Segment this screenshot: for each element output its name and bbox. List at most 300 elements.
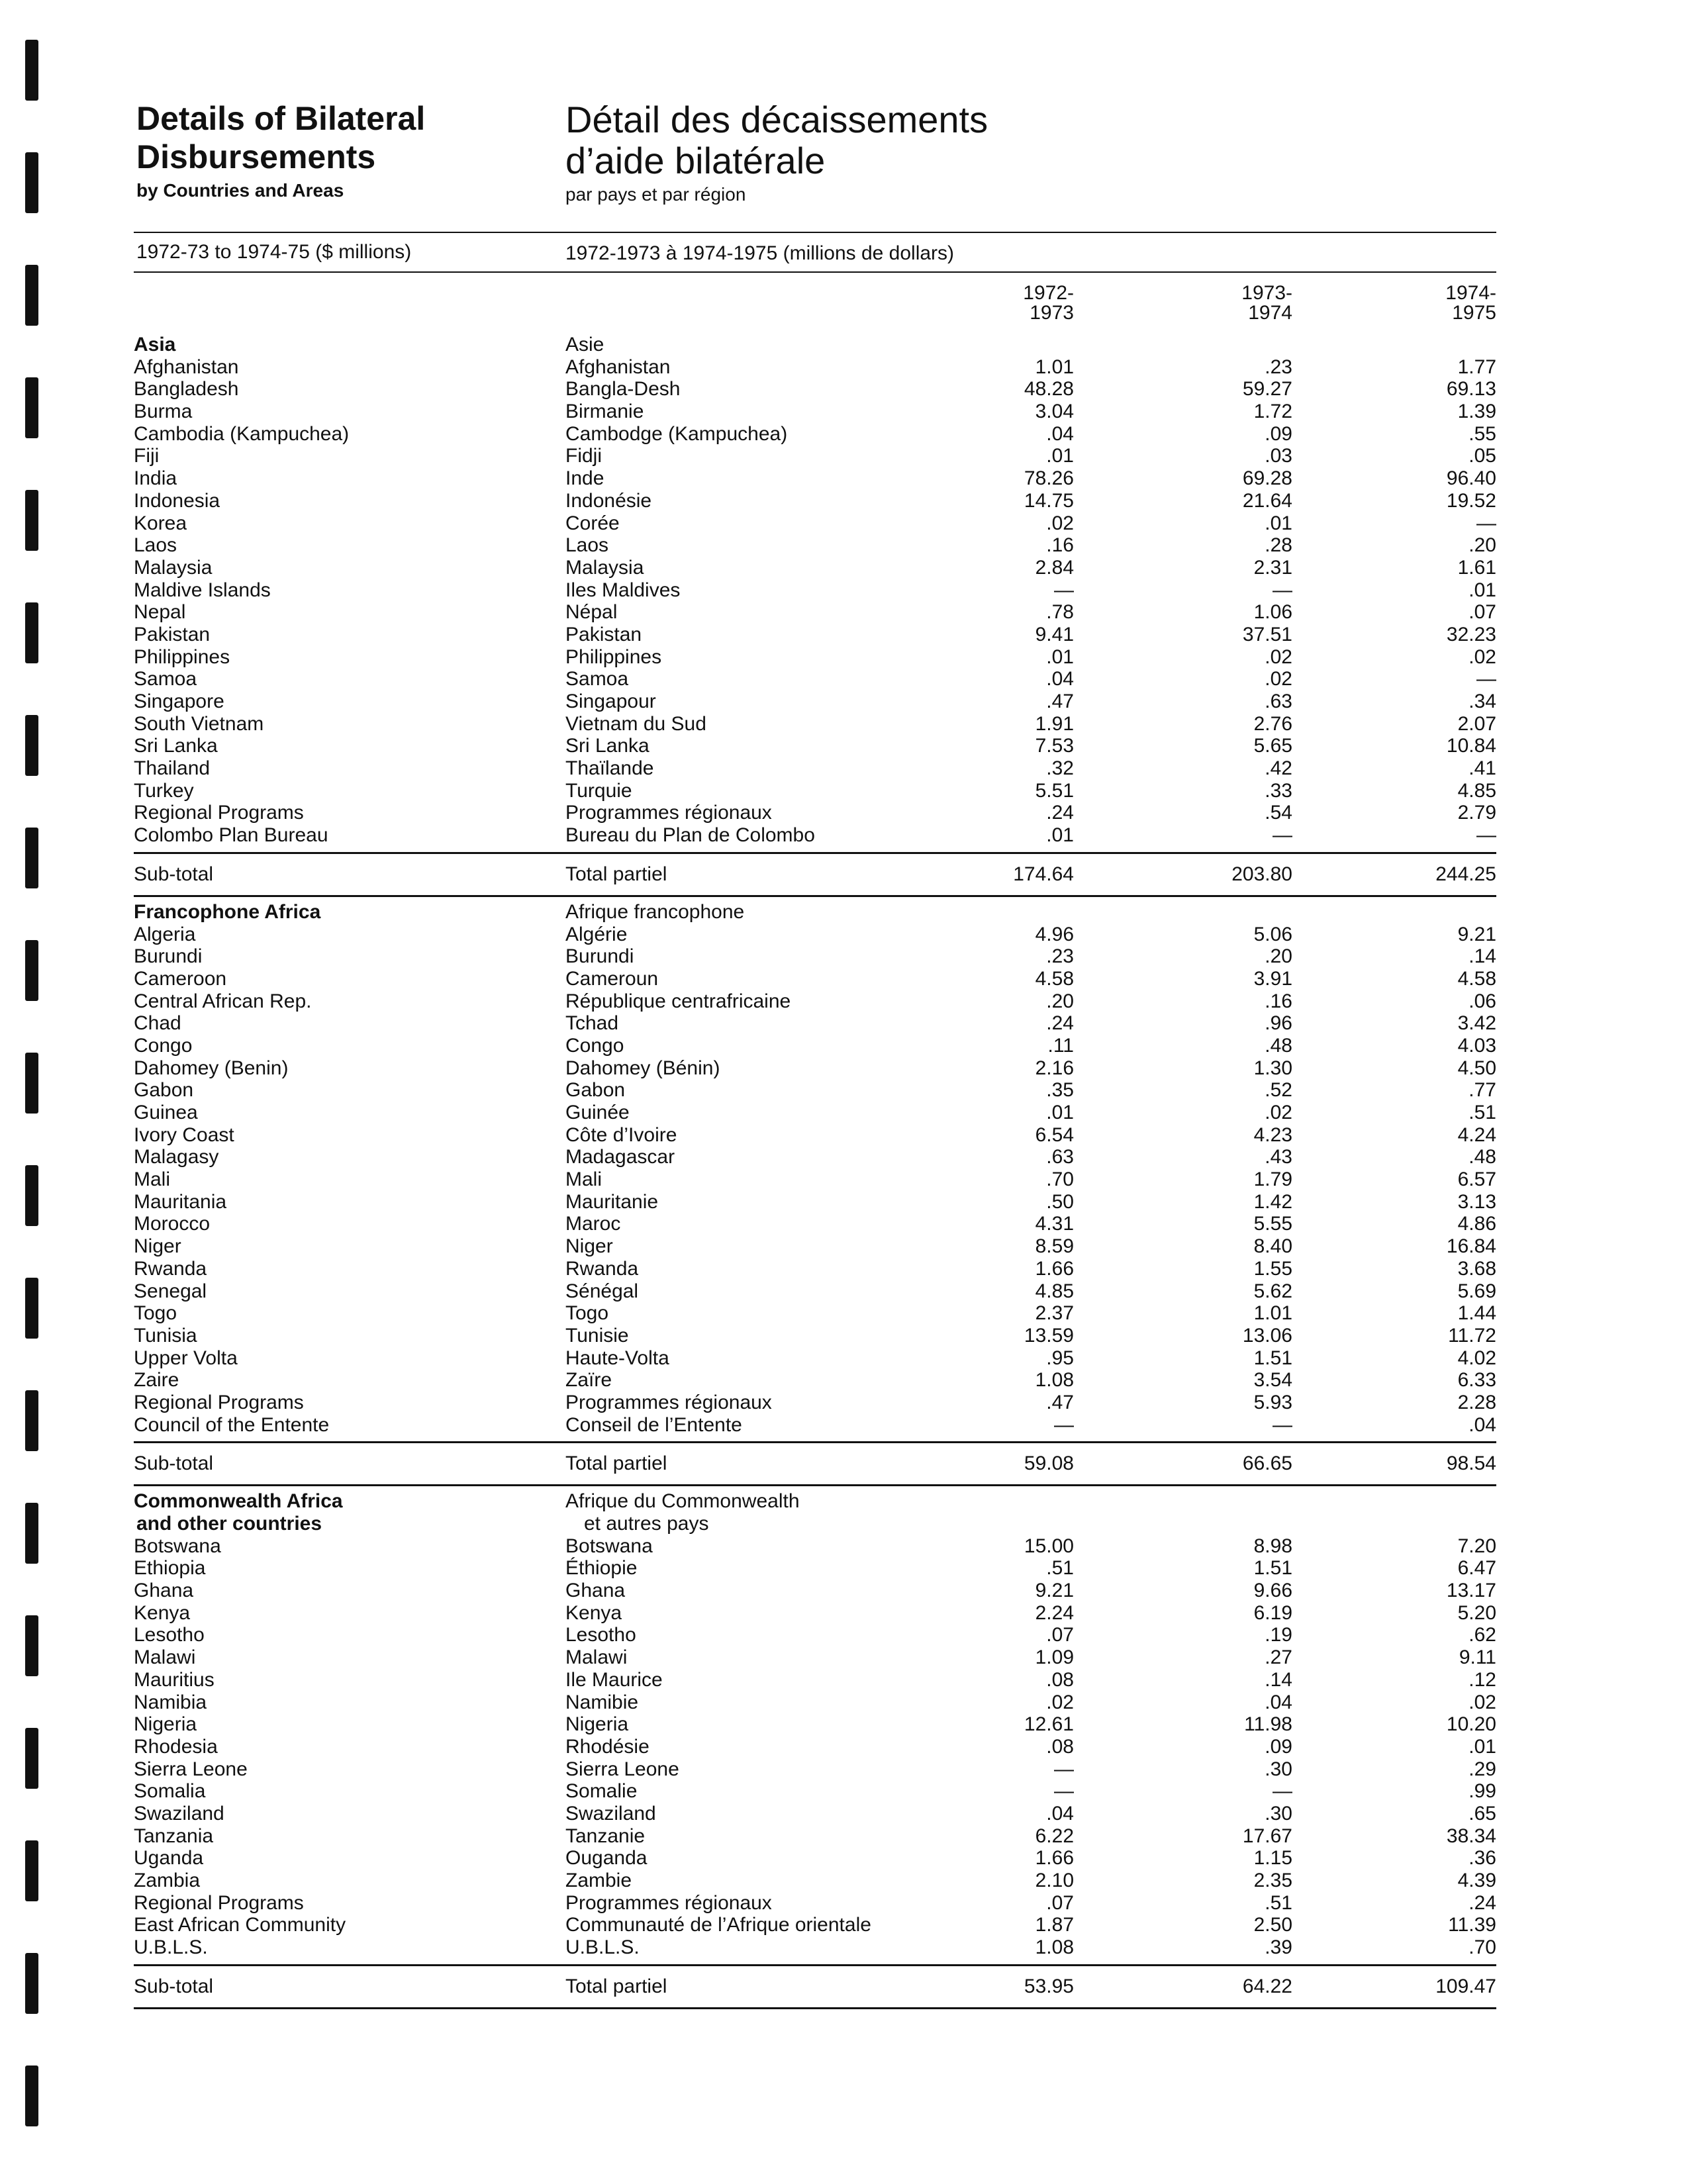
table-row xyxy=(134,646,1496,669)
country-name-en: Pakistan xyxy=(134,623,211,645)
subtotal-1972-1973: 174.64 xyxy=(1013,863,1074,885)
country-name-en: Mauritania xyxy=(134,1190,227,1213)
country-name-fr: Cameroun xyxy=(565,967,659,990)
value-1974-1975: 5.69 xyxy=(1457,1280,1496,1302)
country-name-fr: Côte d’Ivoire xyxy=(565,1123,677,1146)
country-name-fr: Madagascar xyxy=(565,1146,675,1168)
value-1972-1973: .35 xyxy=(1046,1079,1074,1102)
country-name-fr: Dahomey (Bénin) xyxy=(565,1057,720,1079)
table-row xyxy=(134,1914,1496,1936)
value-1973-1974: .02 xyxy=(1265,1102,1292,1123)
table-row xyxy=(134,1213,1496,1235)
country-name-fr: Corée xyxy=(565,512,620,534)
value-1974-1975: 10.84 xyxy=(1446,735,1496,757)
country-name-en: Ethiopia xyxy=(134,1557,206,1580)
value-1974-1975: 11.39 xyxy=(1448,1914,1496,1936)
country-name-fr: Malawi xyxy=(565,1646,628,1669)
table-row xyxy=(134,1847,1496,1870)
section-heading-fr: et autres pays xyxy=(584,1513,709,1535)
country-name-fr: Ile Maurice xyxy=(565,1668,663,1691)
country-name-en: Rwanda xyxy=(134,1257,207,1280)
value-1972-1973: .11 xyxy=(1047,1034,1074,1057)
value-1973-1974: .28 xyxy=(1265,534,1292,557)
value-1972-1973: .95 xyxy=(1046,1347,1074,1369)
table-row xyxy=(134,1669,1496,1691)
country-name-fr: Afghanistan xyxy=(565,356,671,378)
value-1974-1975: .12 xyxy=(1468,1668,1496,1691)
country-name-en: U.B.L.S. xyxy=(134,1936,208,1959)
value-1974-1975: — xyxy=(1476,824,1496,847)
country-name-fr: République centrafricaine xyxy=(565,990,791,1012)
value-1974-1975: .01 xyxy=(1468,579,1496,601)
country-name-fr: Rwanda xyxy=(565,1257,639,1280)
table-row xyxy=(134,1302,1496,1325)
country-name-en: Dahomey (Benin) xyxy=(134,1057,289,1079)
title-english xyxy=(136,99,425,205)
table-row xyxy=(134,378,1496,401)
title-en-line1: Details of Bilateral xyxy=(136,100,426,137)
value-1973-1974: .02 xyxy=(1265,645,1292,668)
value-1973-1974: .30 xyxy=(1265,1758,1292,1780)
country-name-fr: Algérie xyxy=(565,923,628,945)
value-1973-1974: 1.51 xyxy=(1253,1347,1292,1369)
title-block xyxy=(134,99,1496,232)
value-1973-1974: .48 xyxy=(1265,1034,1292,1057)
value-1972-1973: .01 xyxy=(1046,824,1074,847)
value-1972-1973: 1.87 xyxy=(1035,1914,1074,1936)
value-1973-1974: .09 xyxy=(1265,1735,1292,1758)
country-name-fr: Cambodge (Kampuchea) xyxy=(565,422,788,445)
table-row xyxy=(134,690,1496,713)
country-name-fr: Malaysia xyxy=(565,556,644,579)
country-name-en: Nepal xyxy=(134,601,186,624)
country-name-en: Turkey xyxy=(134,779,194,802)
punch-hole xyxy=(25,940,38,1001)
value-1972-1973: 7.53 xyxy=(1035,735,1074,757)
value-1973-1974: 2.35 xyxy=(1253,1870,1292,1891)
value-1974-1975: .41 xyxy=(1468,757,1496,780)
punch-hole xyxy=(25,715,38,776)
value-1973-1974: — xyxy=(1273,1780,1292,1803)
value-1973-1974: 1.72 xyxy=(1253,401,1292,423)
value-1972-1973: .02 xyxy=(1046,1691,1074,1713)
value-1972-1973: .04 xyxy=(1046,668,1074,690)
value-1974-1975: 69.13 xyxy=(1446,378,1496,401)
spacer xyxy=(134,1959,1496,1964)
subtotal-label-fr: Total partiel xyxy=(565,1452,667,1475)
country-name-fr: Haute-Volta xyxy=(565,1347,669,1369)
value-1972-1973: — xyxy=(1054,1413,1074,1436)
table-row xyxy=(134,1057,1496,1080)
value-1972-1973: 2.84 xyxy=(1035,556,1074,579)
disbursement-table xyxy=(134,334,1496,2013)
country-name-en: Malawi xyxy=(134,1646,196,1669)
value-1974-1975: 9.11 xyxy=(1459,1646,1496,1669)
country-name-fr: Inde xyxy=(565,467,604,490)
table-row xyxy=(134,1803,1496,1825)
value-1972-1973: 1.08 xyxy=(1035,1369,1074,1392)
value-1974-1975: 2.07 xyxy=(1457,712,1496,735)
table-row xyxy=(134,668,1496,690)
table-row xyxy=(134,624,1496,646)
value-1974-1975: 4.02 xyxy=(1457,1347,1496,1369)
country-name-fr: Kenya xyxy=(565,1601,622,1624)
value-1974-1975: 6.47 xyxy=(1457,1557,1496,1580)
country-name-en: Niger xyxy=(134,1235,181,1258)
value-1974-1975: 2.28 xyxy=(1457,1391,1496,1413)
country-name-en: Regional Programs xyxy=(134,1891,304,1914)
country-name-en: Zaire xyxy=(134,1369,179,1392)
country-name-en: Morocco xyxy=(134,1213,211,1235)
col-header-1972-1973: 1972- 1973 xyxy=(1023,282,1074,324)
country-name-en: Afghanistan xyxy=(134,356,239,378)
country-name-fr: Laos xyxy=(565,534,609,557)
country-name-en: Burundi xyxy=(134,945,203,968)
punch-hole xyxy=(25,828,38,888)
value-1974-1975: 38.34 xyxy=(1446,1825,1496,1847)
value-1974-1975: 1.44 xyxy=(1457,1302,1496,1325)
table-row xyxy=(134,579,1496,602)
value-1974-1975: — xyxy=(1476,668,1496,690)
country-name-fr: Somalie xyxy=(565,1780,638,1803)
country-name-fr: Birmanie xyxy=(565,401,644,423)
country-name-fr: Tunisie xyxy=(565,1324,629,1347)
country-name-fr: Indonésie xyxy=(565,489,652,512)
country-name-en: South Vietnam xyxy=(134,712,264,735)
country-name-fr: Bangla-Desh xyxy=(565,378,681,401)
country-name-en: Fiji xyxy=(134,445,160,467)
country-name-en: Laos xyxy=(134,534,177,557)
table-row xyxy=(134,1012,1496,1035)
spacer xyxy=(134,1436,1496,1441)
table-row xyxy=(134,1369,1496,1392)
table-row xyxy=(134,1758,1496,1781)
country-name-en: Sri Lanka xyxy=(134,735,218,757)
subtotal-1974-1975: 244.25 xyxy=(1435,863,1496,885)
table-row xyxy=(134,1713,1496,1736)
document-page xyxy=(134,99,1496,2013)
value-1973-1974: .63 xyxy=(1265,690,1292,712)
value-1973-1974: 3.91 xyxy=(1253,967,1292,990)
value-1973-1974: .01 xyxy=(1265,512,1292,534)
value-1972-1973: 1.01 xyxy=(1035,356,1074,378)
country-name-fr: Zaïre xyxy=(565,1369,612,1392)
value-1974-1975: .99 xyxy=(1468,1780,1496,1803)
punch-hole xyxy=(25,2065,38,2126)
value-1972-1973: 2.16 xyxy=(1035,1057,1074,1079)
value-1974-1975: 13.17 xyxy=(1446,1580,1496,1602)
section-heading-en: Asia xyxy=(134,334,176,356)
table-row xyxy=(134,1736,1496,1758)
country-name-fr: Samoa xyxy=(565,668,629,690)
country-name-en: Ghana xyxy=(134,1580,194,1602)
title-en-line2: Disbursements xyxy=(136,138,376,175)
subtotal-label-en: Sub-total xyxy=(134,1975,214,1997)
value-1974-1975: .62 xyxy=(1468,1624,1496,1646)
table-row xyxy=(134,356,1496,379)
value-1972-1973: 3.04 xyxy=(1035,401,1074,423)
value-1974-1975: .36 xyxy=(1468,1847,1496,1870)
value-1973-1974: 1.42 xyxy=(1253,1190,1292,1213)
value-1972-1973: 1.09 xyxy=(1035,1646,1074,1669)
value-1973-1974: 59.27 xyxy=(1242,378,1292,401)
value-1972-1973: .01 xyxy=(1046,445,1074,467)
value-1974-1975: 4.24 xyxy=(1457,1123,1496,1146)
title-french xyxy=(565,99,988,208)
country-name-fr: Turquie xyxy=(565,779,632,802)
country-name-fr: Mali xyxy=(565,1168,602,1191)
country-name-en: Botswana xyxy=(134,1535,221,1557)
country-name-fr: Zambie xyxy=(565,1870,632,1891)
value-1972-1973: 4.58 xyxy=(1035,967,1074,990)
country-name-en: Nigeria xyxy=(134,1713,197,1736)
punch-hole xyxy=(25,377,38,438)
table-row xyxy=(134,1146,1496,1168)
value-1973-1974: 1.30 xyxy=(1253,1057,1292,1079)
value-1972-1973: 1.66 xyxy=(1035,1257,1074,1280)
subtotal-1973-1974: 203.80 xyxy=(1231,863,1292,885)
punch-hole xyxy=(25,1503,38,1564)
table-row xyxy=(134,1102,1496,1124)
value-1973-1974: — xyxy=(1273,824,1292,847)
value-1974-1975: 2.79 xyxy=(1457,802,1496,824)
value-1974-1975: .70 xyxy=(1468,1936,1496,1959)
value-1973-1974: 1.06 xyxy=(1253,601,1292,624)
value-1972-1973: .51 xyxy=(1046,1557,1074,1580)
table-row xyxy=(134,824,1496,847)
value-1974-1975: 5.20 xyxy=(1457,1601,1496,1624)
value-1974-1975: 4.58 xyxy=(1457,967,1496,990)
value-1973-1974: .20 xyxy=(1265,945,1292,968)
subtotal-1973-1974: 64.22 xyxy=(1242,1975,1292,1997)
value-1973-1974: .54 xyxy=(1265,802,1292,824)
table-row xyxy=(134,1535,1496,1558)
value-1972-1973: — xyxy=(1054,1780,1074,1803)
table-row xyxy=(134,735,1496,757)
value-1972-1973: .47 xyxy=(1046,690,1074,712)
subtotal-1974-1975: 109.47 xyxy=(1435,1975,1496,1997)
period-en: 1972-73 to 1974-75 ($ millions) xyxy=(136,241,412,263)
value-1973-1974: .14 xyxy=(1265,1668,1292,1691)
table-row xyxy=(134,924,1496,946)
value-1972-1973: 8.59 xyxy=(1035,1235,1074,1258)
value-1974-1975: 1.77 xyxy=(1457,356,1496,378)
value-1972-1973: — xyxy=(1054,579,1074,601)
value-1974-1975: — xyxy=(1476,512,1496,534)
binding-holes xyxy=(25,40,41,2171)
subtotal-label-fr: Total partiel xyxy=(565,1975,667,1997)
punch-hole xyxy=(25,1278,38,1339)
value-1973-1974: .19 xyxy=(1265,1624,1292,1646)
section-heading xyxy=(134,901,1496,924)
col-header-1974-1975: 1974- 1975 xyxy=(1445,282,1496,324)
table-row xyxy=(134,713,1496,736)
value-1972-1973: .02 xyxy=(1046,512,1074,534)
country-name-fr: Tchad xyxy=(565,1012,619,1035)
table-row xyxy=(134,1325,1496,1347)
value-1974-1975: .07 xyxy=(1468,601,1496,624)
table-row xyxy=(134,1124,1496,1147)
country-name-en: Swaziland xyxy=(134,1802,224,1825)
table-row xyxy=(134,445,1496,467)
table-row xyxy=(134,1691,1496,1714)
country-name-en: Sierra Leone xyxy=(134,1758,248,1780)
country-name-fr: Pakistan xyxy=(565,623,642,645)
value-1974-1975: 3.13 xyxy=(1457,1190,1496,1213)
subtotal-row xyxy=(134,1966,1496,2007)
value-1974-1975: 9.21 xyxy=(1457,923,1496,945)
country-name-fr: Sierra Leone xyxy=(565,1758,679,1780)
value-1974-1975: .20 xyxy=(1468,534,1496,557)
country-name-en: Zambia xyxy=(134,1870,201,1891)
subtotal-label-fr: Total partiel xyxy=(565,863,667,885)
punch-hole xyxy=(25,40,38,101)
section-heading-fr: Asie xyxy=(565,334,604,356)
value-1972-1973: 1.66 xyxy=(1035,1847,1074,1870)
country-name-fr: Swaziland xyxy=(565,1802,656,1825)
value-1972-1973: .78 xyxy=(1046,601,1074,624)
value-1973-1974: 5.93 xyxy=(1253,1391,1292,1413)
value-1973-1974: 8.40 xyxy=(1253,1235,1292,1258)
country-name-fr: Philippines xyxy=(565,645,662,668)
table-row xyxy=(134,490,1496,512)
value-1973-1974: 2.31 xyxy=(1253,556,1292,579)
column-headers xyxy=(134,273,1496,334)
value-1972-1973: 15.00 xyxy=(1024,1535,1074,1557)
value-1972-1973: .20 xyxy=(1046,990,1074,1012)
country-name-en: Somalia xyxy=(134,1780,206,1803)
country-name-en: Tanzania xyxy=(134,1825,214,1847)
value-1973-1974: 1.79 xyxy=(1253,1168,1292,1191)
value-1974-1975: 1.61 xyxy=(1457,556,1496,579)
value-1974-1975: .29 xyxy=(1468,1758,1496,1780)
country-name-fr: Iles Maldives xyxy=(565,579,681,601)
table-row xyxy=(134,968,1496,990)
value-1974-1975: .51 xyxy=(1468,1102,1496,1123)
col-header-1973-1974: 1973- 1974 xyxy=(1241,282,1292,324)
country-name-en: Upper Volta xyxy=(134,1347,238,1369)
value-1973-1974: .30 xyxy=(1265,1802,1292,1825)
country-name-en: Namibia xyxy=(134,1691,207,1713)
country-name-en: Togo xyxy=(134,1302,177,1325)
punch-hole xyxy=(25,1053,38,1114)
value-1973-1974: .03 xyxy=(1265,445,1292,467)
country-name-fr: Maroc xyxy=(565,1213,621,1235)
subtotal-row xyxy=(134,854,1496,895)
value-1974-1975: 6.57 xyxy=(1457,1168,1496,1191)
country-name-fr: Niger xyxy=(565,1235,613,1258)
punch-hole xyxy=(25,602,38,663)
value-1974-1975: .02 xyxy=(1468,1691,1496,1713)
value-1973-1974: 1.55 xyxy=(1253,1257,1292,1280)
table-row xyxy=(134,1392,1496,1414)
country-name-en: Algeria xyxy=(134,923,196,945)
value-1972-1973: .24 xyxy=(1046,1012,1074,1035)
value-1974-1975: 19.52 xyxy=(1446,489,1496,512)
country-name-en: Cambodia (Kampuchea) xyxy=(134,422,350,445)
table-row xyxy=(134,1580,1496,1602)
country-name-fr: Sénégal xyxy=(565,1280,639,1302)
value-1974-1975: 4.50 xyxy=(1457,1057,1496,1079)
section-heading-fr: Afrique du Commonwealth xyxy=(565,1490,800,1513)
value-1973-1974: 9.66 xyxy=(1253,1580,1292,1602)
value-1974-1975: 16.84 xyxy=(1446,1235,1496,1258)
country-name-en: Regional Programs xyxy=(134,802,304,824)
value-1974-1975: 96.40 xyxy=(1446,467,1496,490)
table-row xyxy=(134,557,1496,579)
country-name-fr: Communauté de l’Afrique orientale xyxy=(565,1914,871,1936)
value-1973-1974: 8.98 xyxy=(1253,1535,1292,1557)
value-1972-1973: — xyxy=(1054,1758,1074,1780)
country-name-fr: Nigeria xyxy=(565,1713,629,1736)
value-1974-1975: 4.85 xyxy=(1457,779,1496,802)
period-fr: 1972-1973 à 1974-1975 (millions de dollars) xyxy=(565,242,955,264)
value-1973-1974: — xyxy=(1273,579,1292,601)
value-1974-1975: .04 xyxy=(1468,1413,1496,1436)
value-1973-1974: 3.54 xyxy=(1253,1369,1292,1392)
value-1973-1974: 5.65 xyxy=(1253,735,1292,757)
country-name-en: Lesotho xyxy=(134,1624,205,1646)
value-1973-1974: 5.55 xyxy=(1253,1213,1292,1235)
value-1973-1974: .51 xyxy=(1265,1891,1292,1914)
table-row xyxy=(134,1936,1496,1959)
subtotal-1974-1975: 98.54 xyxy=(1446,1452,1496,1475)
value-1972-1973: .70 xyxy=(1046,1168,1074,1191)
title-fr-line2: d’aide bilatérale xyxy=(565,140,826,181)
country-name-en: Chad xyxy=(134,1012,181,1035)
country-name-en: Uganda xyxy=(134,1847,204,1870)
value-1974-1975: 4.39 xyxy=(1457,1870,1496,1891)
value-1973-1974: .43 xyxy=(1265,1146,1292,1168)
value-1972-1973: .16 xyxy=(1046,534,1074,557)
country-name-en: Indonesia xyxy=(134,489,220,512)
value-1973-1974: .09 xyxy=(1265,422,1292,445)
table-row xyxy=(134,1780,1496,1803)
value-1973-1974: .33 xyxy=(1265,779,1292,802)
subtitle-en: by Countries and Areas xyxy=(136,180,344,201)
subtotal-1973-1974: 66.65 xyxy=(1242,1452,1292,1475)
value-1972-1973: 78.26 xyxy=(1024,467,1074,490)
value-1972-1973: 14.75 xyxy=(1024,489,1074,512)
value-1972-1973: 4.96 xyxy=(1035,923,1074,945)
country-name-fr: Lesotho xyxy=(565,1624,636,1646)
value-1974-1975: 3.68 xyxy=(1457,1257,1496,1280)
country-name-fr: Congo xyxy=(565,1034,624,1057)
punch-hole xyxy=(25,265,38,326)
value-1972-1973: .07 xyxy=(1046,1891,1074,1914)
country-name-fr: Guinée xyxy=(565,1102,630,1123)
value-1974-1975: 1.39 xyxy=(1457,401,1496,423)
table-row xyxy=(134,945,1496,968)
value-1973-1974: .02 xyxy=(1265,668,1292,690)
table-row xyxy=(134,401,1496,423)
value-1972-1973: 2.10 xyxy=(1035,1870,1074,1891)
value-1972-1973: .50 xyxy=(1046,1190,1074,1213)
value-1973-1974: 1.51 xyxy=(1253,1557,1292,1580)
country-name-fr: Tanzanie xyxy=(565,1825,646,1847)
punch-hole xyxy=(25,1615,38,1676)
country-name-fr: Programmes régionaux xyxy=(565,1391,772,1413)
period-row xyxy=(134,233,1496,271)
country-name-en: Regional Programs xyxy=(134,1391,304,1413)
value-1973-1974: 5.62 xyxy=(1253,1280,1292,1302)
value-1972-1973: .47 xyxy=(1046,1391,1074,1413)
country-name-fr: Ghana xyxy=(565,1580,626,1602)
value-1973-1974: 37.51 xyxy=(1242,623,1292,645)
section-heading-en: Commonwealth Africa xyxy=(134,1490,343,1513)
country-name-en: Samoa xyxy=(134,668,197,690)
country-name-fr: Vietnam du Sud xyxy=(565,712,706,735)
